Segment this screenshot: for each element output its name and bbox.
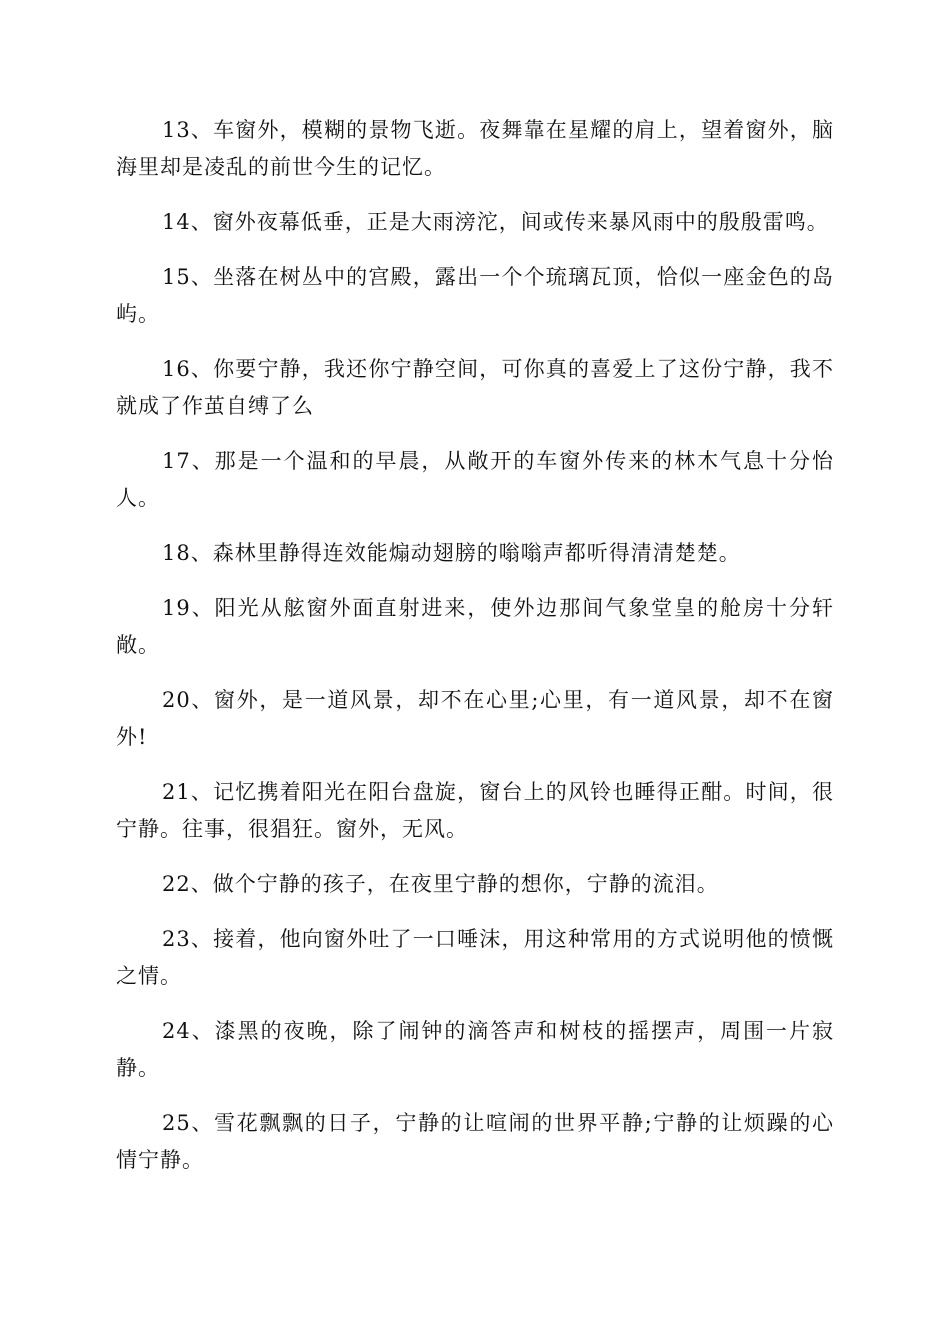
paragraph-15: 15、坐落在树丛中的宫殿，露出一个个琉璃瓦顶，恰似一座金色的岛屿。 xyxy=(116,265,834,326)
paragraph-20: 20、窗外，是一道风景，却不在心里;心里，有一道风景，却不在窗外! xyxy=(116,688,834,749)
paragraph-18: 18、森林里静得连效能煽动翅膀的嗡嗡声都听得清清楚楚。 xyxy=(162,541,741,565)
paragraph-21: 21、记忆携着阳光在阳台盘旋，窗台上的风铃也睡得正酣。时间，很宁静。往事，很猖狂。窗外，无风。 xyxy=(116,780,834,841)
paragraph-24: 24、漆黑的夜晚，除了闹钟的滴答声和树枝的摇摆声，周围一片寂静。 xyxy=(116,1019,834,1080)
paragraph-16: 16、你要宁静，我还你宁静空间，可你真的喜爱上了这份宁静，我不就成了作茧自缚了么 xyxy=(116,357,834,418)
document-body xyxy=(116,112,834,1197)
paragraph-23: 23、接着，他向窗外吐了一口唾沫，用这种常用的方式说明他的愤慨之情。 xyxy=(116,927,834,988)
paragraph-22: 22、做个宁静的孩子，在夜里宁静的想你，宁静的流泪。 xyxy=(162,872,719,896)
paragraph-14: 14、窗外夜幕低垂，正是大雨滂沱，间或传来暴风雨中的殷殷雷鸣。 xyxy=(162,210,829,234)
paragraph-13: 13、车窗外，模糊的景物飞逝。夜舞靠在星耀的肩上，望着窗外，脑海里却是凌乱的前世今生的记忆。 xyxy=(116,118,834,179)
paragraph-25: 25、雪花飘飘的日子，宁静的让喧闹的世界平静;宁静的让烦躁的心情宁静。 xyxy=(116,1111,834,1172)
paragraph-17: 17、那是一个温和的早晨，从敞开的车窗外传来的林木气息十分怡人。 xyxy=(116,449,834,510)
paragraph-19: 19、阳光从舷窗外面直射进来，使外边那间气象堂皇的舱房十分轩敞。 xyxy=(116,596,834,657)
